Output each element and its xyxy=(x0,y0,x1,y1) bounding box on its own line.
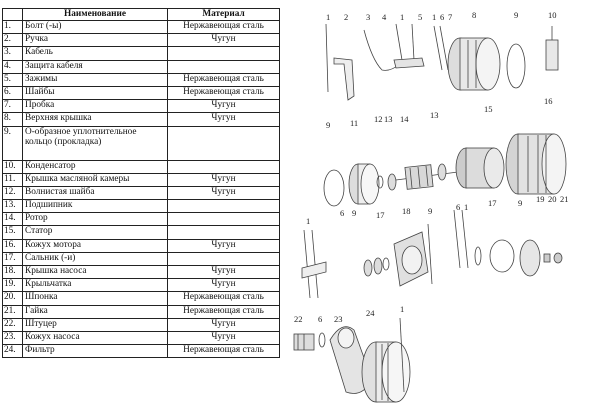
nipple-part xyxy=(294,334,314,350)
part-number-cell: 23. xyxy=(3,331,23,344)
callout-number: 20 xyxy=(548,194,557,204)
table-row xyxy=(3,60,280,73)
part-material-cell: Чугун xyxy=(168,113,280,126)
callout-number: 1 xyxy=(432,12,437,22)
part-name-cell: Кожух мотора xyxy=(23,239,168,252)
part-number-cell: 18. xyxy=(3,266,23,279)
part-number-cell: 19. xyxy=(3,279,23,292)
table-row xyxy=(3,305,280,318)
part-number-cell: 6. xyxy=(3,86,23,99)
callout-number: 6 xyxy=(456,202,461,212)
pump-cover-part xyxy=(394,232,428,286)
callout-number: 6 xyxy=(318,314,323,324)
part-number-cell: 21. xyxy=(3,305,23,318)
bolts-lower-part xyxy=(302,230,326,298)
part-name-cell: Крышка насоса xyxy=(23,266,168,279)
part-number-cell: 1. xyxy=(3,21,23,34)
part-number-cell: 9. xyxy=(3,126,23,160)
part-number-cell: 16. xyxy=(3,239,23,252)
bearing-part xyxy=(388,174,396,190)
callout-number: 4 xyxy=(382,12,387,22)
part-material-cell: Чугун xyxy=(168,266,280,279)
table-row xyxy=(3,173,280,186)
header-number xyxy=(3,9,23,21)
bolt-part xyxy=(326,24,328,92)
callout-number: 6 xyxy=(340,208,345,218)
part-name-cell: Сальник (-и) xyxy=(23,252,168,265)
part-name-cell: Шайбы xyxy=(23,86,168,99)
part-number-cell: 8. xyxy=(3,113,23,126)
part-material-cell xyxy=(168,160,280,173)
part-material-cell xyxy=(168,200,280,213)
part-material-cell: Чугун xyxy=(168,318,280,331)
part-material-cell: Нержавеющая сталь xyxy=(168,305,280,318)
table-row xyxy=(3,213,280,226)
clamps-part xyxy=(394,24,424,68)
callout-number: 6 xyxy=(440,12,445,22)
callout-number: 13 xyxy=(384,114,393,124)
part-material-cell: Нержавеющая сталь xyxy=(168,292,280,305)
parts-table xyxy=(2,8,280,358)
part-name-cell: Статор xyxy=(23,226,168,239)
part-material-cell: Нержавеющая сталь xyxy=(168,86,280,99)
washers-part xyxy=(434,26,448,70)
callout-number: 14 xyxy=(400,114,409,124)
table-row xyxy=(3,113,280,126)
table-row xyxy=(3,345,280,358)
callout-number: 22 xyxy=(294,314,303,324)
o-ring-lower-part xyxy=(490,240,514,272)
exploded-view-diagram xyxy=(282,0,600,410)
callout-number: 1 xyxy=(400,304,405,314)
part-material-cell: Чугун xyxy=(168,173,280,186)
part-material-cell: Чугун xyxy=(168,239,280,252)
callout-number: 21 xyxy=(560,194,569,204)
callout-number: 15 xyxy=(484,104,493,114)
header-name: Наименование xyxy=(23,9,168,21)
callout-number: 17 xyxy=(376,210,385,220)
cable-part xyxy=(364,30,400,70)
table-row xyxy=(3,331,280,344)
callout-number: 9 xyxy=(518,198,523,208)
part-name-cell: Ротор xyxy=(23,213,168,226)
part-name-cell: Гайка xyxy=(23,305,168,318)
callout-number: 18 xyxy=(402,206,411,216)
table-header-row xyxy=(3,9,280,21)
part-name-cell: Болт (-ы) xyxy=(23,21,168,34)
part-name-cell: Крышка масляной камеры xyxy=(23,173,168,186)
table-row xyxy=(3,292,280,305)
part-number-cell: 5. xyxy=(3,73,23,86)
callout-number: 1 xyxy=(400,12,405,22)
table-row xyxy=(3,266,280,279)
part-number-cell: 11. xyxy=(3,173,23,186)
table-row xyxy=(3,186,280,199)
callout-number: 9 xyxy=(326,120,331,130)
part-material-cell xyxy=(168,213,280,226)
seal-part xyxy=(364,258,389,276)
table-row xyxy=(3,86,280,99)
part-name-cell: Подшипник xyxy=(23,200,168,213)
rotor-part xyxy=(396,165,458,190)
o-ring-middle-part xyxy=(324,170,344,206)
handle-part xyxy=(334,58,354,100)
part-number-cell: 20. xyxy=(3,292,23,305)
part-material-cell xyxy=(168,60,280,73)
washers-lower-part xyxy=(454,210,468,268)
part-name-cell: Ручка xyxy=(23,34,168,47)
callout-number: 1 xyxy=(464,202,469,212)
callout-number: 11 xyxy=(350,118,359,128)
table-row xyxy=(3,73,280,86)
seal-part-2 xyxy=(475,247,481,265)
oil-chamber-cover-part xyxy=(349,164,379,204)
table-row xyxy=(3,100,280,113)
part-number-cell: 10. xyxy=(3,160,23,173)
table-row xyxy=(3,34,280,47)
callout-number: 1 xyxy=(306,216,311,226)
table-row xyxy=(3,239,280,252)
part-material-cell: Чугун xyxy=(168,186,280,199)
motor-housing-part xyxy=(506,134,566,194)
part-number-cell: 2. xyxy=(3,34,23,47)
part-number-cell: 17. xyxy=(3,252,23,265)
part-material-cell xyxy=(168,226,280,239)
part-material-cell: Чугун xyxy=(168,279,280,292)
part-material-cell: Нержавеющая сталь xyxy=(168,345,280,358)
header-material: Материал xyxy=(168,9,280,21)
table-row xyxy=(3,160,280,173)
part-material-cell xyxy=(168,252,280,265)
part-number-cell: 14. xyxy=(3,213,23,226)
part-name-cell: Зажимы xyxy=(23,73,168,86)
stator-part xyxy=(456,148,504,188)
part-name-cell: Конденсатор xyxy=(23,160,168,173)
part-material-cell xyxy=(168,126,280,160)
callout-number: 9 xyxy=(352,208,357,218)
part-material-cell: Чугун xyxy=(168,34,280,47)
part-number-cell: 4. xyxy=(3,60,23,73)
part-material-cell xyxy=(168,47,280,60)
nut-part xyxy=(554,253,562,263)
table-row xyxy=(3,126,280,160)
part-name-cell: Штуцер xyxy=(23,318,168,331)
bearing-part-2 xyxy=(438,164,446,180)
part-name-cell: Кожух насоса xyxy=(23,331,168,344)
part-number-cell: 22. xyxy=(3,318,23,331)
callout-number: 7 xyxy=(448,12,453,22)
part-number-cell: 12. xyxy=(3,186,23,199)
capacitor-part xyxy=(546,26,558,70)
callout-number: 5 xyxy=(418,12,423,22)
callout-number: 8 xyxy=(472,10,477,20)
table-row xyxy=(3,21,280,34)
callout-number: 13 xyxy=(430,110,439,120)
washer-part xyxy=(319,333,325,347)
part-material-cell: Нержавеющая сталь xyxy=(168,73,280,86)
callout-number: 17 xyxy=(488,198,497,208)
part-name-cell: Защита кабеля xyxy=(23,60,168,73)
part-number-cell: 13. xyxy=(3,200,23,213)
part-name-cell: О-образное уплотнительное кольцо (прокладка) xyxy=(23,126,168,160)
table-row xyxy=(3,226,280,239)
gasket-part xyxy=(428,224,432,284)
table-row xyxy=(3,252,280,265)
callout-number: 24 xyxy=(366,308,375,318)
callout-number: 23 xyxy=(334,314,343,324)
part-number-cell: 24. xyxy=(3,345,23,358)
part-name-cell: Пробка xyxy=(23,100,168,113)
part-name-cell: Верхняя крышка xyxy=(23,113,168,126)
callout-number: 2 xyxy=(344,12,349,22)
parts-table-body xyxy=(3,21,280,358)
impeller-part xyxy=(520,240,540,276)
part-name-cell: Шпонка xyxy=(23,292,168,305)
part-name-cell: Фильтр xyxy=(23,345,168,358)
table-row xyxy=(3,318,280,331)
callout-number: 3 xyxy=(366,12,371,22)
callout-number: 16 xyxy=(544,96,553,106)
part-number-cell: 3. xyxy=(3,47,23,60)
callout-number: 9 xyxy=(514,10,519,20)
table-row xyxy=(3,279,280,292)
part-name-cell: Крыльчатка xyxy=(23,279,168,292)
callout-number: 12 xyxy=(374,114,383,124)
upper-cover-part xyxy=(448,38,500,90)
table-row xyxy=(3,200,280,213)
part-material-cell: Нержавеющая сталь xyxy=(168,21,280,34)
part-number-cell: 15. xyxy=(3,226,23,239)
part-material-cell: Чугун xyxy=(168,100,280,113)
key-part xyxy=(544,254,550,262)
part-name-cell: Волнистая шайба xyxy=(23,186,168,199)
o-ring-upper-part xyxy=(507,44,525,88)
part-name-cell: Кабель xyxy=(23,47,168,60)
table-row xyxy=(3,47,280,60)
callout-number: 19 xyxy=(536,194,545,204)
part-material-cell: Чугун xyxy=(168,331,280,344)
part-number-cell: 7. xyxy=(3,100,23,113)
callout-number: 9 xyxy=(428,206,433,216)
callout-number: 1 xyxy=(326,12,331,22)
callout-number: 10 xyxy=(548,10,557,20)
